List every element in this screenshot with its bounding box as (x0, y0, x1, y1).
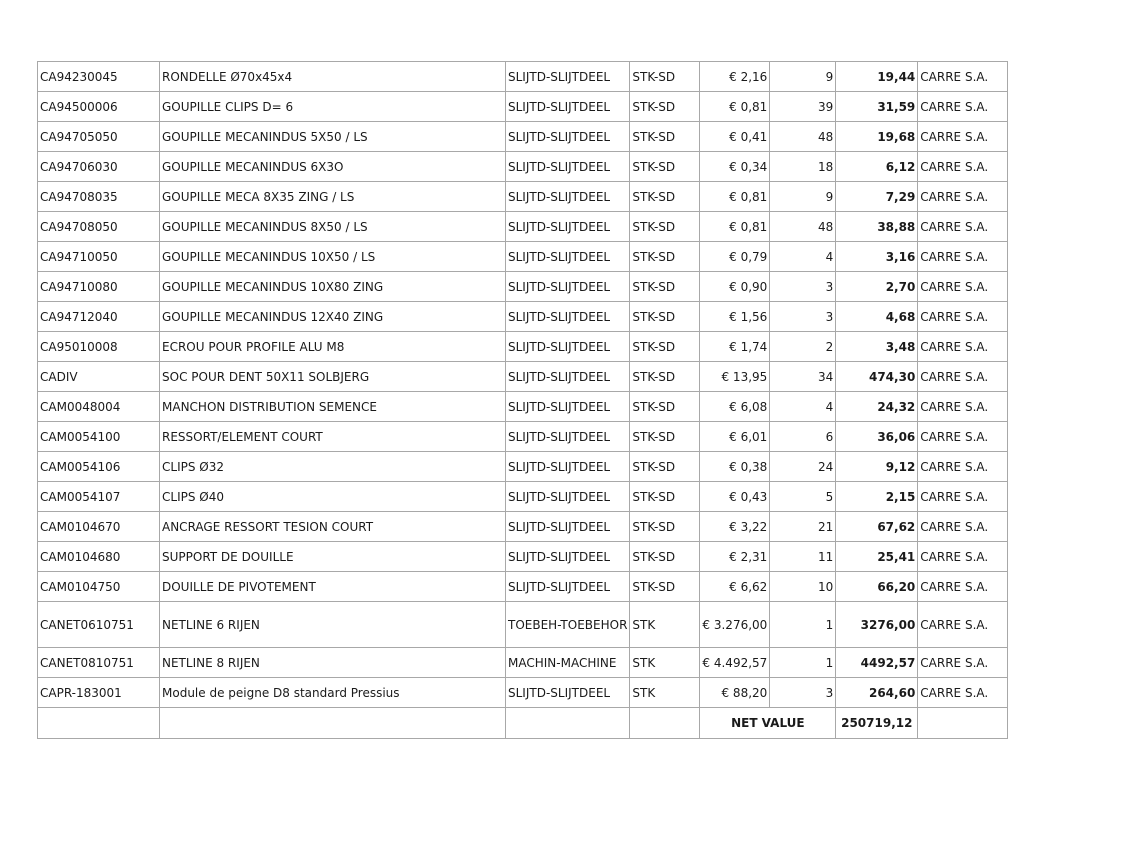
item-unit-price: € 2,31 (700, 542, 770, 572)
table-row (38, 602, 1008, 648)
item-quantity: 21 (770, 512, 836, 542)
item-code: CA94706030 (38, 152, 160, 182)
item-line-total: 3,48 (836, 332, 918, 362)
net-value-amount: 250719,12 (836, 708, 918, 739)
item-line-total: 24,32 (836, 392, 918, 422)
table-row (38, 302, 1008, 332)
net-value-label: NET VALUE (700, 708, 836, 739)
item-supplier: CARRE S.A. (918, 542, 1008, 572)
item-unit-price: € 0,79 (700, 242, 770, 272)
table-row (38, 62, 1008, 92)
item-unit: STK-SD (630, 572, 700, 602)
item-unit-price: € 1,56 (700, 302, 770, 332)
item-line-total: 25,41 (836, 542, 918, 572)
item-unit-price: € 1,74 (700, 332, 770, 362)
item-quantity: 3 (770, 302, 836, 332)
item-unit: STK-SD (630, 362, 700, 392)
item-quantity: 6 (770, 422, 836, 452)
item-quantity: 11 (770, 542, 836, 572)
item-code: CA94705050 (38, 122, 160, 152)
item-unit-price: € 2,16 (700, 62, 770, 92)
item-category: SLIJTD-SLIJTDEEL (506, 452, 630, 482)
table-row (38, 512, 1008, 542)
item-category: TOEBEH-TOEBEHOR (506, 602, 630, 648)
item-unit: STK-SD (630, 62, 700, 92)
item-supplier: CARRE S.A. (918, 92, 1008, 122)
item-unit: STK (630, 602, 700, 648)
item-unit-price: € 6,08 (700, 392, 770, 422)
item-line-total: 3276,00 (836, 602, 918, 648)
table-row (38, 152, 1008, 182)
item-unit: STK (630, 648, 700, 678)
item-supplier: CARRE S.A. (918, 152, 1008, 182)
item-supplier: CARRE S.A. (918, 422, 1008, 452)
item-unit-price: € 6,01 (700, 422, 770, 452)
item-quantity: 4 (770, 392, 836, 422)
item-line-total: 4492,57 (836, 648, 918, 678)
table-row (38, 482, 1008, 512)
item-category: SLIJTD-SLIJTDEEL (506, 62, 630, 92)
table-row (38, 678, 1008, 708)
item-description: DOUILLE DE PIVOTEMENT (160, 572, 506, 602)
item-code: CA95010008 (38, 332, 160, 362)
item-description: NETLINE 8 RIJEN (160, 648, 506, 678)
item-unit: STK-SD (630, 332, 700, 362)
item-code: CA94230045 (38, 62, 160, 92)
item-description: ECROU POUR PROFILE ALU M8 (160, 332, 506, 362)
item-supplier: CARRE S.A. (918, 512, 1008, 542)
item-supplier: CARRE S.A. (918, 272, 1008, 302)
item-unit: STK-SD (630, 272, 700, 302)
item-unit-price: € 4.492,57 (700, 648, 770, 678)
table-body (38, 62, 1008, 708)
item-code: CADIV (38, 362, 160, 392)
item-line-total: 38,88 (836, 212, 918, 242)
item-description: GOUPILLE CLIPS D= 6 (160, 92, 506, 122)
item-code: CA94708050 (38, 212, 160, 242)
item-quantity: 9 (770, 182, 836, 212)
item-line-total: 67,62 (836, 512, 918, 542)
table-row (38, 572, 1008, 602)
item-quantity: 2 (770, 332, 836, 362)
item-supplier: CARRE S.A. (918, 452, 1008, 482)
item-unit: STK-SD (630, 212, 700, 242)
item-quantity: 34 (770, 362, 836, 392)
item-category: SLIJTD-SLIJTDEEL (506, 332, 630, 362)
item-unit-price: € 0,41 (700, 122, 770, 152)
item-supplier: CARRE S.A. (918, 678, 1008, 708)
item-quantity: 48 (770, 212, 836, 242)
table-row (38, 272, 1008, 302)
item-supplier: CARRE S.A. (918, 648, 1008, 678)
item-category: SLIJTD-SLIJTDEEL (506, 212, 630, 242)
item-code: CA94708035 (38, 182, 160, 212)
item-category: SLIJTD-SLIJTDEEL (506, 362, 630, 392)
item-line-total: 31,59 (836, 92, 918, 122)
table-row (38, 122, 1008, 152)
item-unit-price: € 3.276,00 (700, 602, 770, 648)
item-supplier: CARRE S.A. (918, 122, 1008, 152)
item-quantity: 39 (770, 92, 836, 122)
item-unit-price: € 3,22 (700, 512, 770, 542)
item-supplier: CARRE S.A. (918, 572, 1008, 602)
item-supplier: CARRE S.A. (918, 212, 1008, 242)
table-row (38, 452, 1008, 482)
item-unit: STK-SD (630, 422, 700, 452)
item-description: GOUPILLE MECANINDUS 12X40 ZING (160, 302, 506, 332)
item-quantity: 9 (770, 62, 836, 92)
item-unit: STK-SD (630, 182, 700, 212)
item-line-total: 19,44 (836, 62, 918, 92)
item-unit-price: € 6,62 (700, 572, 770, 602)
item-code: CAM0054107 (38, 482, 160, 512)
table-row (38, 92, 1008, 122)
totals-row (38, 708, 1008, 739)
item-line-total: 2,15 (836, 482, 918, 512)
item-description: GOUPILLE MECANINDUS 6X3O (160, 152, 506, 182)
item-line-total: 6,12 (836, 152, 918, 182)
empty-cell (506, 708, 630, 739)
table-row (38, 332, 1008, 362)
item-supplier: CARRE S.A. (918, 482, 1008, 512)
item-line-total: 2,70 (836, 272, 918, 302)
item-code: CA94712040 (38, 302, 160, 332)
item-category: SLIJTD-SLIJTDEEL (506, 302, 630, 332)
item-category: SLIJTD-SLIJTDEEL (506, 272, 630, 302)
empty-cell (918, 708, 1008, 739)
item-unit-price: € 0,43 (700, 482, 770, 512)
item-description: CLIPS Ø32 (160, 452, 506, 482)
item-unit: STK-SD (630, 452, 700, 482)
item-line-total: 19,68 (836, 122, 918, 152)
table-row (38, 392, 1008, 422)
item-unit: STK-SD (630, 392, 700, 422)
item-quantity: 3 (770, 678, 836, 708)
item-quantity: 1 (770, 602, 836, 648)
item-unit: STK-SD (630, 542, 700, 572)
item-code: CA94500006 (38, 92, 160, 122)
table-row (38, 422, 1008, 452)
item-code: CAM0054106 (38, 452, 160, 482)
item-category: SLIJTD-SLIJTDEEL (506, 392, 630, 422)
empty-cell (38, 708, 160, 739)
empty-cell (160, 708, 506, 739)
item-description: NETLINE 6 RIJEN (160, 602, 506, 648)
item-code: CA94710050 (38, 242, 160, 272)
item-quantity: 1 (770, 648, 836, 678)
item-unit-price: € 0,90 (700, 272, 770, 302)
item-line-total: 7,29 (836, 182, 918, 212)
item-category: SLIJTD-SLIJTDEEL (506, 422, 630, 452)
item-line-total: 474,30 (836, 362, 918, 392)
item-unit: STK-SD (630, 512, 700, 542)
item-line-total: 66,20 (836, 572, 918, 602)
item-code: CAM0104750 (38, 572, 160, 602)
item-category: SLIJTD-SLIJTDEEL (506, 242, 630, 272)
item-quantity: 3 (770, 272, 836, 302)
item-unit: STK (630, 678, 700, 708)
item-description: Module de peigne D8 standard Pressius (160, 678, 506, 708)
item-unit: STK-SD (630, 302, 700, 332)
item-unit-price: € 0,38 (700, 452, 770, 482)
item-description: GOUPILLE MECANINDUS 10X50 / LS (160, 242, 506, 272)
item-quantity: 24 (770, 452, 836, 482)
item-description: CLIPS Ø40 (160, 482, 506, 512)
item-unit-price: € 88,20 (700, 678, 770, 708)
item-category: SLIJTD-SLIJTDEEL (506, 678, 630, 708)
item-description: RONDELLE Ø70x45x4 (160, 62, 506, 92)
item-line-total: 4,68 (836, 302, 918, 332)
item-unit-price: € 0,81 (700, 182, 770, 212)
item-quantity: 18 (770, 152, 836, 182)
item-category: SLIJTD-SLIJTDEEL (506, 482, 630, 512)
item-unit-price: € 0,34 (700, 152, 770, 182)
item-category: SLIJTD-SLIJTDEEL (506, 152, 630, 182)
item-quantity: 10 (770, 572, 836, 602)
item-code: CANET0610751 (38, 602, 160, 648)
item-line-total: 36,06 (836, 422, 918, 452)
line-items-table (37, 61, 1008, 739)
item-description: GOUPILLE MECANINDUS 5X50 / LS (160, 122, 506, 152)
table-row (38, 212, 1008, 242)
item-category: SLIJTD-SLIJTDEEL (506, 572, 630, 602)
item-unit: STK-SD (630, 482, 700, 512)
item-supplier: CARRE S.A. (918, 182, 1008, 212)
item-code: CAPR-183001 (38, 678, 160, 708)
item-supplier: CARRE S.A. (918, 362, 1008, 392)
item-category: SLIJTD-SLIJTDEEL (506, 92, 630, 122)
item-description: MANCHON DISTRIBUTION SEMENCE (160, 392, 506, 422)
item-line-total: 3,16 (836, 242, 918, 272)
item-supplier: CARRE S.A. (918, 302, 1008, 332)
item-code: CAM0048004 (38, 392, 160, 422)
item-description: SOC POUR DENT 50X11 SOLBJERG (160, 362, 506, 392)
item-description: GOUPILLE MECANINDUS 8X50 / LS (160, 212, 506, 242)
empty-cell (630, 708, 700, 739)
item-description: SUPPORT DE DOUILLE (160, 542, 506, 572)
item-code: CA94710080 (38, 272, 160, 302)
item-category: SLIJTD-SLIJTDEEL (506, 512, 630, 542)
item-quantity: 4 (770, 242, 836, 272)
item-unit-price: € 0,81 (700, 212, 770, 242)
item-unit-price: € 0,81 (700, 92, 770, 122)
item-unit-price: € 13,95 (700, 362, 770, 392)
item-code: CANET0810751 (38, 648, 160, 678)
item-description: GOUPILLE MECA 8X35 ZING / LS (160, 182, 506, 212)
item-supplier: CARRE S.A. (918, 242, 1008, 272)
item-description: RESSORT/ELEMENT COURT (160, 422, 506, 452)
table-row (38, 542, 1008, 572)
item-description: GOUPILLE MECANINDUS 10X80 ZING (160, 272, 506, 302)
item-supplier: CARRE S.A. (918, 62, 1008, 92)
item-line-total: 9,12 (836, 452, 918, 482)
table-row (38, 242, 1008, 272)
item-category: SLIJTD-SLIJTDEEL (506, 542, 630, 572)
item-description: ANCRAGE RESSORT TESION COURT (160, 512, 506, 542)
item-quantity: 5 (770, 482, 836, 512)
item-code: CAM0054100 (38, 422, 160, 452)
item-unit: STK-SD (630, 92, 700, 122)
item-category: SLIJTD-SLIJTDEEL (506, 122, 630, 152)
item-category: SLIJTD-SLIJTDEEL (506, 182, 630, 212)
table-row (38, 648, 1008, 678)
table-row (38, 182, 1008, 212)
table-row (38, 362, 1008, 392)
item-quantity: 48 (770, 122, 836, 152)
item-code: CAM0104670 (38, 512, 160, 542)
item-supplier: CARRE S.A. (918, 602, 1008, 648)
item-unit: STK-SD (630, 242, 700, 272)
item-category: MACHIN-MACHINE (506, 648, 630, 678)
item-supplier: CARRE S.A. (918, 332, 1008, 362)
item-code: CAM0104680 (38, 542, 160, 572)
item-unit: STK-SD (630, 152, 700, 182)
item-supplier: CARRE S.A. (918, 392, 1008, 422)
item-line-total: 264,60 (836, 678, 918, 708)
item-unit: STK-SD (630, 122, 700, 152)
